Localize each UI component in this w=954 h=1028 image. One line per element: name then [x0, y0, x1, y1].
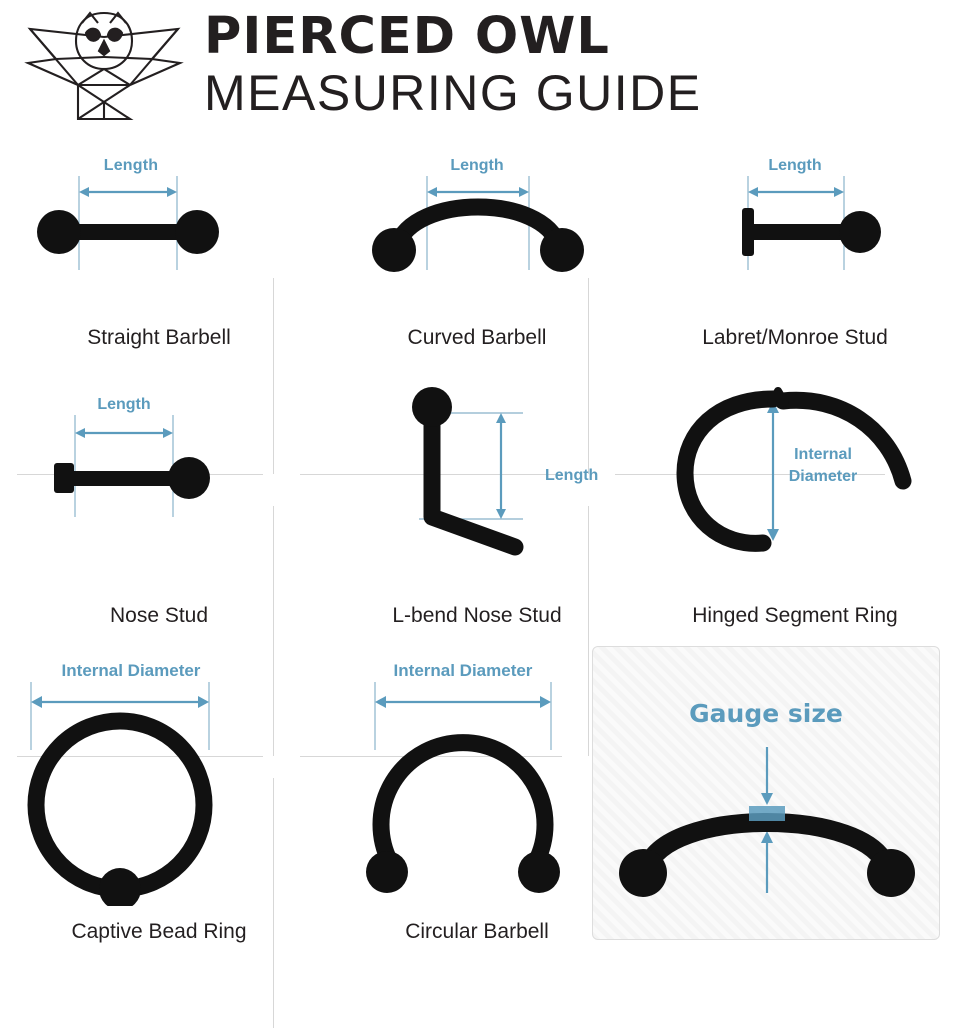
item-nose-stud — [0, 360, 318, 636]
item-hinged-segment-ring — [636, 360, 954, 636]
gauge-size-panel — [592, 646, 940, 940]
svg-text:Length: Length — [97, 396, 151, 413]
item-caption: Nose Stud — [109, 604, 209, 627]
gauge-size-illustration — [593, 743, 939, 933]
labret-stud-illustration — [636, 128, 954, 326]
page-subtitle: MEASURING GUIDE — [204, 64, 702, 121]
svg-text:Length: Length — [103, 157, 159, 174]
header — [0, 0, 954, 128]
hinged-segment-ring-illustration — [636, 360, 954, 604]
item-caption: Captive Bead Ring — [71, 920, 247, 943]
svg-text:Length: Length — [768, 157, 822, 174]
gauge-size-title: Gauge size — [689, 699, 843, 728]
curved-barbell-illustration — [318, 128, 636, 326]
svg-text:Length: Length — [545, 467, 599, 484]
owl-logo-icon — [14, 6, 194, 126]
circular-barbell-illustration — [318, 636, 636, 920]
svg-text:Internal Diameter: Internal Diameter — [61, 661, 201, 680]
l-bend-nose-stud-illustration — [318, 360, 636, 604]
nose-stud-illustration — [0, 360, 318, 604]
item-caption: Circular Barbell — [405, 920, 549, 943]
svg-text:Internal Diameter: Internal Diameter — [393, 661, 533, 680]
item-curved-barbell — [318, 128, 636, 360]
item-circular-barbell — [318, 636, 636, 954]
straight-barbell-illustration — [0, 128, 318, 326]
item-caption: L-bend Nose Stud — [392, 604, 562, 627]
item-caption: Straight Barbell — [87, 326, 231, 349]
item-caption: Labret/Monroe Stud — [702, 326, 888, 349]
svg-text:Internal: Internal — [794, 446, 852, 463]
item-l-bend-nose-stud — [318, 360, 636, 636]
item-labret-monroe-stud — [636, 128, 954, 360]
svg-text:Diameter: Diameter — [788, 468, 858, 485]
captive-bead-ring-illustration — [0, 636, 318, 920]
item-caption: Hinged Segment Ring — [692, 604, 898, 627]
item-straight-barbell — [0, 128, 318, 360]
svg-text:Length: Length — [450, 157, 504, 174]
title-block — [204, 7, 702, 121]
page-title: PIERCED OWL — [204, 7, 610, 67]
item-caption: Curved Barbell — [407, 326, 547, 349]
item-captive-bead-ring — [0, 636, 318, 954]
